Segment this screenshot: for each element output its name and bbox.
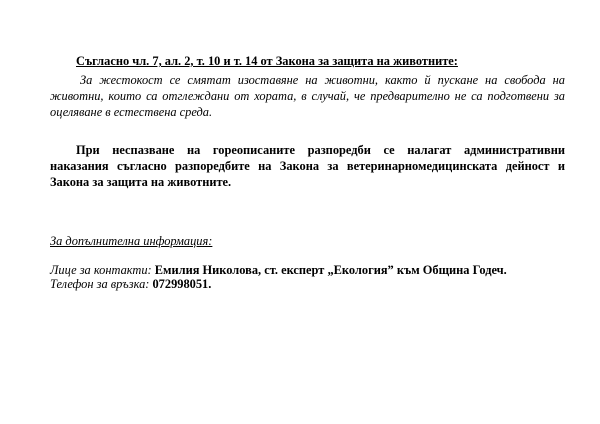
contact-person-label: Лице за контакти:	[50, 263, 152, 277]
paragraph1-line3: оцеляване в естествена среда.	[50, 105, 213, 119]
phone-line	[50, 276, 211, 292]
paragraph1-line1: За жестокост се смятат изоставяне на животни, както й пускане на свобода на	[80, 73, 565, 87]
phone-value: 072998051.	[149, 277, 212, 291]
paragraph1-line2: животни, които са отглеждани от хората, в случай, че предварително не са подготвени за	[50, 89, 565, 103]
additional-info-label: За допълнителна информация:	[50, 234, 213, 248]
contact-person-value: Емилия Николова, ст. експерт „Екология” към Община Годеч.	[151, 263, 507, 277]
paragraph2-line2: наказания съгласно разпоредбите на Закона за ветеринарномедицинската дейност и	[50, 159, 565, 173]
paragraph2-line1: При неспазване на гореописаните разпоредби се налагат административни	[76, 143, 565, 157]
law-reference-heading: Съгласно чл. 7, ал. 2, т. 10 и т. 14 от Закона за защита на животните:	[76, 54, 458, 68]
phone-label: Телефон за връзка:	[50, 277, 150, 291]
paragraph2-line3: Закона за защита на животните.	[50, 175, 232, 189]
